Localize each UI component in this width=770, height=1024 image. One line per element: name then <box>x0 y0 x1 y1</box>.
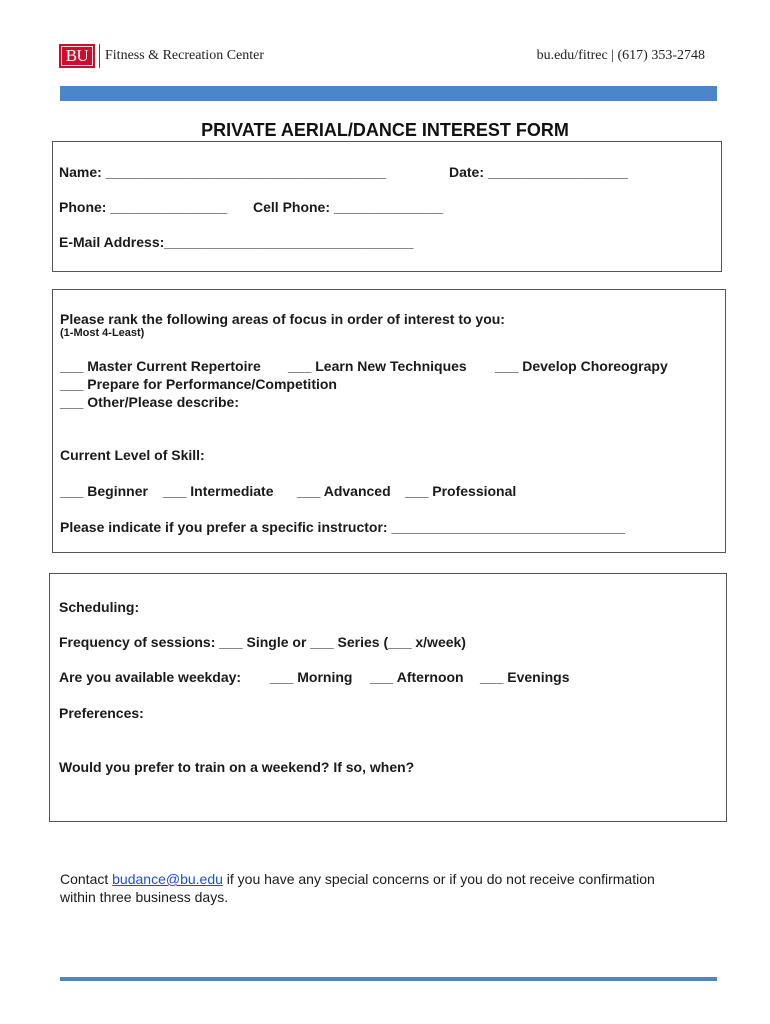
footer-bar <box>60 977 717 981</box>
preferences-label: Preferences: <box>59 705 144 721</box>
name-field[interactable]: Name: ____________________________________ <box>59 164 386 180</box>
skill-level-label: Current Level of Skill: <box>60 447 205 463</box>
skill-advanced[interactable]: ___ Advanced <box>297 483 391 499</box>
contact-email-link[interactable]: budance@bu.edu <box>112 871 223 887</box>
skill-beginner[interactable]: ___ Beginner <box>60 483 148 499</box>
header-divider <box>99 44 100 68</box>
skill-professional[interactable]: ___ Professional <box>405 483 517 499</box>
option-evenings[interactable]: ___ Evenings <box>480 669 570 685</box>
ranking-note: (1-Most 4-Least) <box>60 327 145 339</box>
option-other[interactable]: ___ Other/Please describe: <box>60 394 239 410</box>
bu-logo: BU <box>59 44 95 68</box>
contact-note <box>60 871 655 887</box>
scheduling-label: Scheduling: <box>59 599 140 615</box>
weekend-question: Would you prefer to train on a weekend? If so, when? <box>59 759 415 775</box>
org-name: Fitness & Recreation Center <box>105 48 265 63</box>
option-develop-choreography[interactable]: ___ Develop Choreograpy <box>495 358 668 374</box>
form-title: PRIVATE AERIAL/DANCE INTEREST FORM <box>201 120 569 140</box>
option-morning[interactable]: ___ Morning <box>270 669 353 685</box>
date-field[interactable]: Date: __________________ <box>449 164 629 180</box>
option-afternoon[interactable]: ___ Afternoon <box>370 669 464 685</box>
weekday-label: Are you available weekday: <box>59 669 242 685</box>
scheduling-box <box>49 573 727 822</box>
phone-field[interactable]: Phone: _______________ <box>59 199 228 215</box>
contact-note-line2: within three business days. <box>60 889 229 905</box>
contact-suffix: if you have any special concerns or if you do not receive confirmation <box>222 871 655 887</box>
header-bar <box>60 86 717 101</box>
header-contact: bu.edu/fitrec | (617) 353-2748 <box>536 48 705 63</box>
focus-prompt: Please rank the following areas of focus in order of interest to you: <box>60 311 505 327</box>
cell-phone-field[interactable]: Cell Phone: ______________ <box>253 199 443 215</box>
option-performance[interactable]: ___ Prepare for Performance/Competition <box>60 376 337 392</box>
skill-intermediate[interactable]: ___ Intermediate <box>163 483 274 499</box>
option-learn-techniques[interactable]: ___ Learn New Techniques <box>288 358 467 374</box>
contact-prefix: Contact <box>60 871 113 887</box>
frequency-field[interactable]: Frequency of sessions: ___ Single or ___ Series (___ x/week) <box>59 634 466 650</box>
email-field[interactable]: E-Mail Address:________________________________ <box>59 234 414 250</box>
instructor-field[interactable]: Please indicate if you prefer a specific instructor: ______________________________ <box>60 519 626 535</box>
focus-box <box>52 289 726 553</box>
option-master-repertoire[interactable]: ___ Master Current Repertoire <box>60 358 261 374</box>
